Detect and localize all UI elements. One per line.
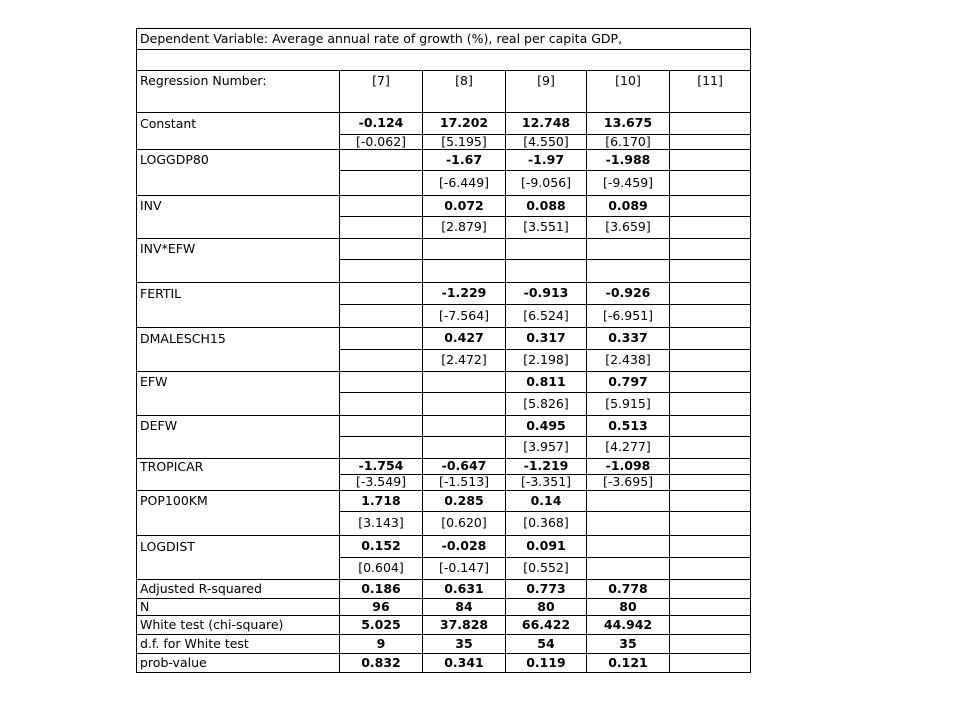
coefficient-cell (340, 416, 423, 437)
t-stat-row (137, 350, 751, 372)
coefficient-row (137, 416, 751, 437)
header-spacer-cell (137, 92, 340, 113)
t-stat-cell: [5.195] (423, 135, 506, 150)
regression-number-header: [9] (506, 71, 587, 92)
stat-value: 9 (340, 635, 423, 654)
coefficient-cell: 0.797 (587, 372, 670, 393)
coefficient-cell: -0.926 (587, 283, 670, 305)
coefficient-cell: -1.754 (340, 459, 423, 475)
stat-value (670, 616, 751, 635)
t-stat-cell (670, 558, 751, 580)
regression-table (136, 28, 751, 673)
t-stat-cell: [-9.056] (506, 171, 587, 196)
coefficient-cell (423, 372, 506, 393)
stat-name: N (137, 599, 340, 616)
coefficient-cell (340, 239, 423, 260)
stat-value: 84 (423, 599, 506, 616)
variable-name: DMALESCH15 (137, 328, 340, 350)
t-stat-cell: [-6.951] (587, 305, 670, 328)
t-stat-cell: [6.524] (506, 305, 587, 328)
coefficient-cell: 0.285 (423, 491, 506, 512)
t-stat-cell: [-7.564] (423, 305, 506, 328)
t-stat-cell: [-6.449] (423, 171, 506, 196)
stat-value: 35 (587, 635, 670, 654)
stat-name: prob-value (137, 654, 340, 673)
label-spacer-cell (137, 350, 340, 372)
label-spacer-cell (137, 217, 340, 239)
t-stat-cell (670, 217, 751, 239)
t-stat-cell (340, 393, 423, 416)
regression-number-header: [8] (423, 71, 506, 92)
stat-value: 35 (423, 635, 506, 654)
t-stat-cell (340, 171, 423, 196)
variable-name: FERTIL (137, 283, 340, 305)
coefficient-cell (670, 239, 751, 260)
t-stat-cell (340, 217, 423, 239)
t-stat-cell: [4.277] (587, 437, 670, 459)
t-stat-cell: [0.368] (506, 512, 587, 536)
coefficient-cell: 12.748 (506, 113, 587, 135)
label-spacer-cell (137, 437, 340, 459)
coefficient-cell: 0.317 (506, 328, 587, 350)
regression-number-header: [11] (670, 71, 751, 92)
coefficient-row (137, 328, 751, 350)
header-spacer-cell (340, 92, 423, 113)
label-spacer-cell (137, 305, 340, 328)
coefficient-cell: 0.152 (340, 536, 423, 558)
stat-value: 66.422 (506, 616, 587, 635)
coefficient-cell: 13.675 (587, 113, 670, 135)
stat-value: 0.341 (423, 654, 506, 673)
coefficient-cell (670, 372, 751, 393)
coefficient-cell: -0.647 (423, 459, 506, 475)
spacer-row (137, 50, 751, 71)
coefficient-cell (587, 491, 670, 512)
coefficient-row (137, 150, 751, 171)
t-stat-cell (670, 437, 751, 459)
t-stat-cell (587, 558, 670, 580)
coefficient-cell: -1.219 (506, 459, 587, 475)
coefficient-cell: 17.202 (423, 113, 506, 135)
t-stat-cell: [-3.695] (587, 475, 670, 491)
label-spacer-cell (137, 171, 340, 196)
coefficient-cell: 0.091 (506, 536, 587, 558)
coefficient-cell: -1.098 (587, 459, 670, 475)
coefficient-row (137, 459, 751, 475)
t-stat-cell: [0.604] (340, 558, 423, 580)
stat-value: 44.942 (587, 616, 670, 635)
stat-value: 80 (506, 599, 587, 616)
t-stat-cell: [0.620] (423, 512, 506, 536)
coefficient-cell (340, 372, 423, 393)
t-stat-cell: [5.915] (587, 393, 670, 416)
stat-value: 0.186 (340, 580, 423, 599)
variable-name: TROPICAR (137, 459, 340, 475)
t-stat-cell (587, 512, 670, 536)
stat-name: Adjusted R-squared (137, 580, 340, 599)
t-stat-cell (670, 512, 751, 536)
table-title: Dependent Variable: Average annual rate of growth (%), real per capita GDP, (137, 29, 751, 50)
coefficient-cell: 0.513 (587, 416, 670, 437)
coefficient-row (137, 491, 751, 512)
stat-value: 37.828 (423, 616, 506, 635)
t-stat-cell: [5.826] (506, 393, 587, 416)
coefficient-row (137, 283, 751, 305)
coefficient-cell: -0.913 (506, 283, 587, 305)
coefficient-cell (423, 239, 506, 260)
coefficient-cell: -1.988 (587, 150, 670, 171)
coefficient-cell (670, 113, 751, 135)
coefficient-cell: 0.088 (506, 196, 587, 217)
coefficient-cell: 0.14 (506, 491, 587, 512)
coefficient-cell: -0.028 (423, 536, 506, 558)
stat-row (137, 654, 751, 673)
t-stat-row (137, 475, 751, 491)
stat-value: 96 (340, 599, 423, 616)
stat-value: 0.773 (506, 580, 587, 599)
t-stat-cell: [-0.062] (340, 135, 423, 150)
t-stat-cell: [2.879] (423, 217, 506, 239)
t-stat-cell (670, 305, 751, 328)
coefficient-cell (340, 283, 423, 305)
coefficient-cell: 0.337 (587, 328, 670, 350)
header-spacer-cell (423, 92, 506, 113)
stat-value: 0.121 (587, 654, 670, 673)
t-stat-cell: [2.472] (423, 350, 506, 372)
stat-value: 0.119 (506, 654, 587, 673)
t-stat-cell: [3.143] (340, 512, 423, 536)
regression-number-header: [10] (587, 71, 670, 92)
t-stat-cell (340, 260, 423, 283)
t-stat-cell (670, 475, 751, 491)
variable-name: DEFW (137, 416, 340, 437)
t-stat-row (137, 135, 751, 150)
label-spacer-cell (137, 512, 340, 536)
coefficient-cell (587, 239, 670, 260)
coefficient-cell (340, 196, 423, 217)
stat-value (670, 654, 751, 673)
header-spacer-cell (587, 92, 670, 113)
stat-name: d.f. for White test (137, 635, 340, 654)
t-stat-row (137, 558, 751, 580)
coefficient-cell: 0.089 (587, 196, 670, 217)
t-stat-cell: [3.659] (587, 217, 670, 239)
coefficient-row (137, 372, 751, 393)
coefficient-row (137, 239, 751, 260)
coefficient-cell: -1.97 (506, 150, 587, 171)
t-stat-row (137, 393, 751, 416)
coefficient-cell (670, 459, 751, 475)
coefficient-cell: 0.427 (423, 328, 506, 350)
variable-name: Constant (137, 113, 340, 135)
coefficient-cell (423, 416, 506, 437)
label-spacer-cell (137, 475, 340, 491)
t-stat-row (137, 437, 751, 459)
stat-value: 0.778 (587, 580, 670, 599)
t-stat-cell (506, 260, 587, 283)
t-stat-row (137, 217, 751, 239)
coefficient-row (137, 113, 751, 135)
coefficient-row (137, 536, 751, 558)
label-spacer-cell (137, 260, 340, 283)
coefficient-cell (340, 150, 423, 171)
stat-row (137, 616, 751, 635)
variable-name: INV*EFW (137, 239, 340, 260)
t-stat-cell: [6.170] (587, 135, 670, 150)
t-stat-cell: [4.550] (506, 135, 587, 150)
title-row (137, 29, 751, 50)
t-stat-cell: [-9.459] (587, 171, 670, 196)
coefficient-cell (340, 328, 423, 350)
coefficient-row (137, 196, 751, 217)
t-stat-cell: [-0.147] (423, 558, 506, 580)
spacer-cell (137, 50, 751, 71)
t-stat-cell (670, 171, 751, 196)
t-stat-cell (670, 135, 751, 150)
stat-value (670, 599, 751, 616)
header-row (137, 71, 751, 92)
variable-name: LOGDIST (137, 536, 340, 558)
stat-row (137, 635, 751, 654)
coefficient-cell (670, 196, 751, 217)
coefficient-cell (670, 491, 751, 512)
stat-value: 0.631 (423, 580, 506, 599)
variable-name: INV (137, 196, 340, 217)
header-spacer-row (137, 92, 751, 113)
label-spacer-cell (137, 558, 340, 580)
t-stat-cell (670, 350, 751, 372)
regression-number-label: Regression Number: (137, 71, 340, 92)
t-stat-cell: [-3.351] (506, 475, 587, 491)
coefficient-cell: -0.124 (340, 113, 423, 135)
t-stat-cell: [3.551] (506, 217, 587, 239)
t-stat-cell (423, 437, 506, 459)
variable-name: EFW (137, 372, 340, 393)
coefficient-cell (670, 536, 751, 558)
label-spacer-cell (137, 393, 340, 416)
coefficient-cell: 0.811 (506, 372, 587, 393)
coefficient-cell: -1.229 (423, 283, 506, 305)
header-spacer-cell (670, 92, 751, 113)
coefficient-cell (670, 150, 751, 171)
t-stat-row (137, 512, 751, 536)
coefficient-cell: 0.072 (423, 196, 506, 217)
coefficient-cell (670, 416, 751, 437)
stat-value: 80 (587, 599, 670, 616)
t-stat-cell (340, 305, 423, 328)
t-stat-cell (587, 260, 670, 283)
t-stat-cell (670, 260, 751, 283)
t-stat-cell (340, 350, 423, 372)
coefficient-cell: -1.67 (423, 150, 506, 171)
coefficient-cell: 1.718 (340, 491, 423, 512)
header-spacer-cell (506, 92, 587, 113)
t-stat-cell: [3.957] (506, 437, 587, 459)
label-spacer-cell (137, 135, 340, 150)
variable-name: LOGGDP80 (137, 150, 340, 171)
t-stat-cell (423, 260, 506, 283)
t-stat-cell (423, 393, 506, 416)
coefficient-cell: 0.495 (506, 416, 587, 437)
coefficient-cell (670, 328, 751, 350)
coefficient-cell (506, 239, 587, 260)
t-stat-cell: [2.198] (506, 350, 587, 372)
t-stat-cell: [0.552] (506, 558, 587, 580)
coefficient-cell (587, 536, 670, 558)
t-stat-row (137, 171, 751, 196)
stat-row (137, 580, 751, 599)
t-stat-row (137, 260, 751, 283)
t-stat-cell (670, 393, 751, 416)
stat-value: 0.832 (340, 654, 423, 673)
t-stat-cell: [2.438] (587, 350, 670, 372)
variable-name: POP100KM (137, 491, 340, 512)
coefficient-cell (670, 283, 751, 305)
t-stat-cell: [-3.549] (340, 475, 423, 491)
t-stat-row (137, 305, 751, 328)
stat-name: White test (chi-square) (137, 616, 340, 635)
stat-value: 5.025 (340, 616, 423, 635)
stat-value (670, 580, 751, 599)
regression-number-header: [7] (340, 71, 423, 92)
stat-row (137, 599, 751, 616)
stat-value: 54 (506, 635, 587, 654)
t-stat-cell (340, 437, 423, 459)
t-stat-cell: [-1.513] (423, 475, 506, 491)
stat-value (670, 635, 751, 654)
